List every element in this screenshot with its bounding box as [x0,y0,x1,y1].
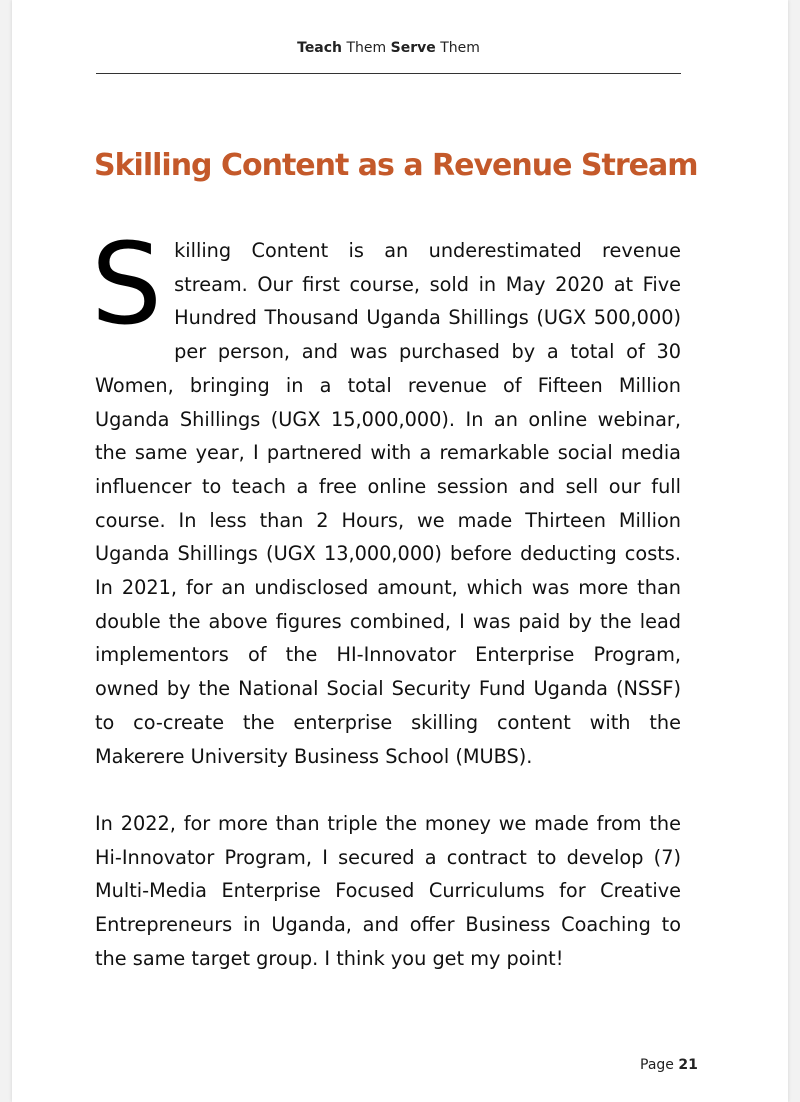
header-word: Them [346,40,387,56]
drop-cap: S [91,220,163,350]
header-word: Teach [297,40,343,56]
paragraph-text: killing Content is an underestimated revenue stream. Our first course, sold in May 2020 at Five Hundred Thousand Uganda Shillings (UGX 500,000) per person, and was purchased by a total of 30 Women, bringing in a total revenue of Fifteen Million Uganda Shillings (UGX 15,000,000). In an online webinar, the same year, I partnered with a remarkable social media influencer to teach a free online session and sell our full course. In less than 2 Hours, we made Thirteen Million Uganda Shillings (UGX 13,000,000) before deducting costs. In 2021, for an undisclosed amount, which was more than double the above figures combined, I was paid by the lead implementors of the HI-Innovator Enterprise Program, owned by the National Social Security Fund Uganda (NSSF) to co-create the enterprise skilling content with the Makerere University Business School (MUBS). [95,239,681,768]
header-word: Serve [390,40,436,56]
header-divider [96,73,681,74]
paragraph [91,220,681,773]
header-word: Them [440,40,480,56]
page-number-value: 21 [678,1057,698,1073]
running-header [96,40,681,56]
paragraph: In 2022, for more than triple the money we made from the Hi-Innovator Program, I secured a contract to develop (7) Multi-Media Enterprise Focused Curriculums for Creative Entrepreneurs in Uganda, and offer Business Coaching to the same target group. I think you get my point! [95,811,681,970]
page-title: Skilling Content as a Revenue Stream [94,148,698,183]
page-number [640,1057,698,1073]
body-text [91,220,681,975]
page-label: Page [640,1057,674,1073]
